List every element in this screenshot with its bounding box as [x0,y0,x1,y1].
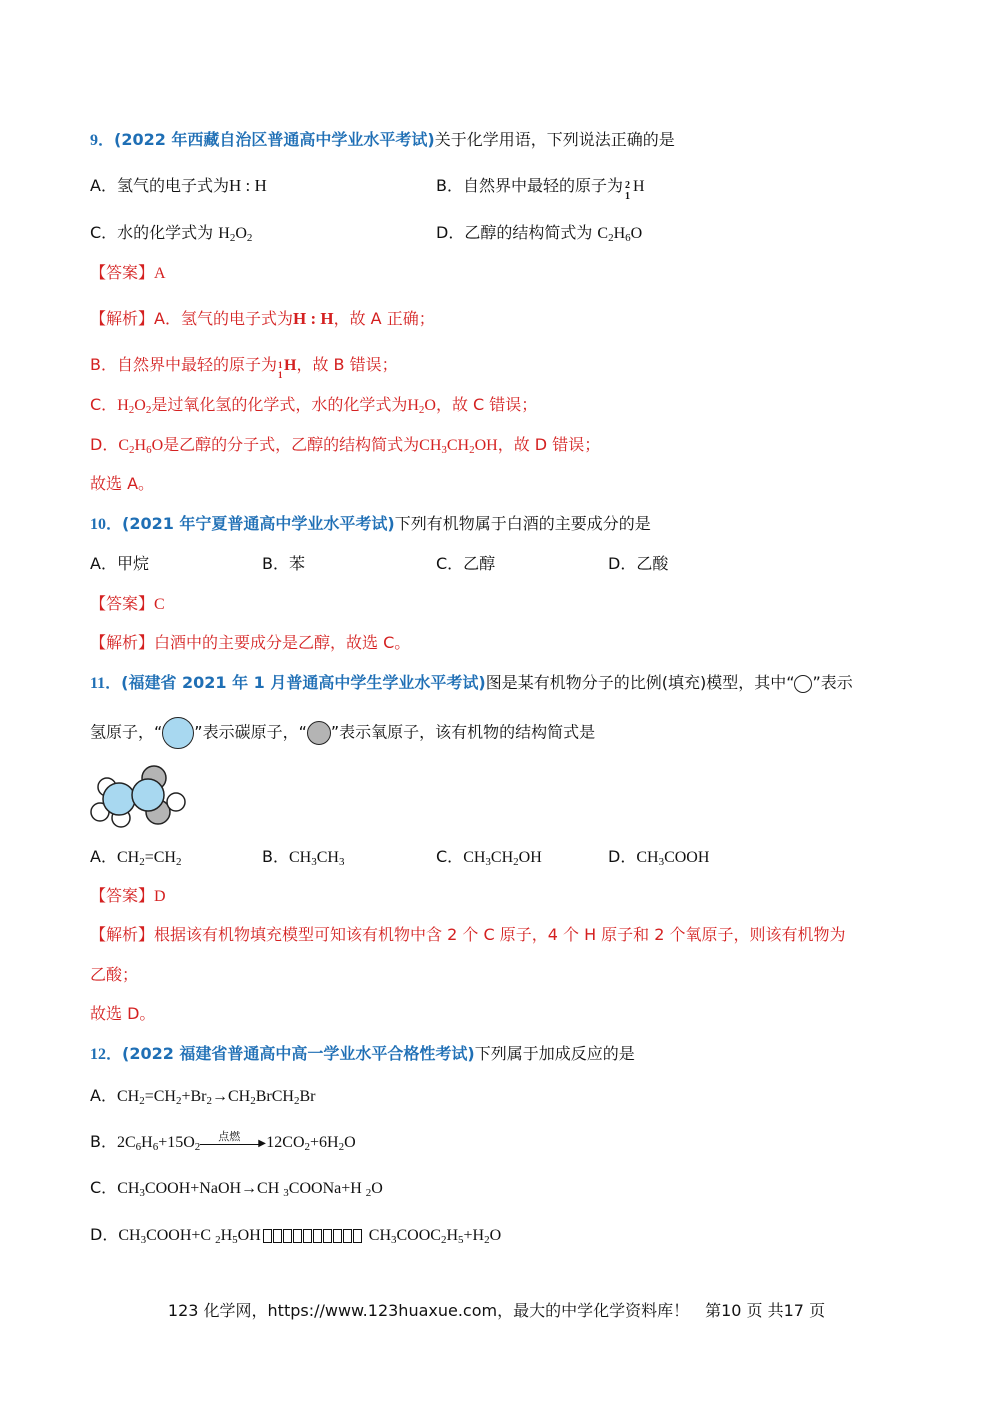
q12-option-a: A．$CH_2=CH_2+Br_2\to CH_2BrCH_2Br$ [90,1086,316,1107]
q9-stem [90,129,675,152]
q9-question: 关于化学用语，下列说法正确的是 [434,130,675,149]
q11-conclusion: 故选 D。 [90,1004,156,1023]
q12-question: 下列属于加成反应的是 [474,1044,635,1063]
q10-option-b: B．苯 [262,554,305,573]
carbon-atom-icon [162,717,194,749]
page-footer: 123 化学网，https://www.123huaxue.com，最大的中学化学资料库！ 第10 页 共17 页 [167,1301,826,1320]
hydrogen-atom-icon [794,675,812,693]
q9-option-a-formula: H : H [228,176,267,195]
q9-option-b-isotope: 2 1 [624,179,630,202]
q11-answer: 【答案】D [90,886,166,905]
acetic-acid-space-filling-model [90,762,190,828]
q9-answer: 【答案】A [90,263,166,282]
q9-analysis-d: D．$C_2H_6O$是乙醇的分子式，乙醇的结构简式为$CH_3CH_2OH$，故 D 错误； [90,435,601,456]
formula-c2h6o: $C_2H_6O$ [597,225,643,244]
q12-option-b: B．$2C_6H_6+15O_2$ 点燃 ▶ $12CO_2+6H_2O$ [90,1130,356,1153]
oxygen-atom-icon [307,721,331,745]
q11-analysis: 【解析】根据该有机物填充模型可知该有机物中含 2 个 C 原子，4 个 H 原子和 2 个氧原子，则该有机物为 [90,925,846,944]
q11-source: (福建省 2021 年 1 月普通高中学生学业水平考试) [121,673,486,692]
q11-option-b: B．$CH_3CH_3$ [262,847,345,868]
q9-analysis-a: 【解析】A．氢气的电子式为H : H，故 A 正确； [90,309,435,328]
q9-option-c: C．水的化学式为 $H_2O_2$ [90,223,253,244]
q11-option-a: A．$CH_2=CH_2$ [90,847,182,868]
q12-source: (2022 福建省普通高中高一学业水平合格性考试) [122,1044,475,1063]
q9-number: 9． [90,132,115,149]
q10-option-c: C．乙醇 [436,554,496,573]
q9-option-a: A．氢气的电子式为H : H [90,176,267,195]
q11-analysis-line-2: 乙酸； [90,965,139,984]
q11-option-d: D．$CH_3COOH$ [608,847,710,868]
q11-number: 11． [90,675,122,692]
q11-stem-line-2: 氢原子，“ ”表示碳原子，“ ”表示氧原子，该有机物的结构简式是 [90,717,595,749]
model-carbon-atom-2 [132,779,164,811]
q9-conclusion: 故选 A。 [90,474,155,493]
formula-h2o2: $H_2O_2$ [218,225,253,244]
q10-source: (2021 年宁夏普通高中学业水平考试) [122,514,395,533]
q12-option-d: D．$CH_3COOH+C$ $_2H_5OH$ $CH_3COOC_2H_5+H_2O$ [90,1225,502,1246]
q12-stem [90,1043,635,1066]
q11-option-c: C．$CH_3CH_2OH$ [436,847,542,868]
model-carbon-atom-1 [103,783,135,815]
q10-option-a: A．甲烷 [90,554,149,573]
reaction-arrow-icon: 点燃 ▶ [200,1134,266,1152]
model-hydrogen-atom-4 [167,793,185,811]
q9-source: (2022 年西藏自治区普通高中学业水平考试) [114,130,435,149]
q10-stem [90,513,651,536]
q9-analysis-b: B．自然界中最轻的原子为 1 1 H，故 B 错误； [90,355,398,380]
q12-number: 12． [90,1046,123,1063]
q10-option-d: D．乙酸 [608,554,669,573]
q9-option-d: D．乙醇的结构简式为 $C_2H_6O$ [436,223,643,244]
garbled-reaction-condition-icon [263,1225,363,1247]
q10-question: 下列有机物属于白酒的主要成分的是 [394,514,651,533]
q12-option-c: C．$CH_3COOH+NaOH\to CH$ $_3$COONa+H $_2$O [90,1178,383,1199]
q10-analysis: 【解析】白酒中的主要成分是乙醇，故选 C。 [90,633,411,652]
q10-answer: 【答案】C [90,594,165,613]
q9-analysis-c: C．$H_2O_2$是过氧化氢的化学式，水的化学式为$H_2O$，故 C 错误； [90,395,538,416]
q11-stem: 11．(福建省 2021 年 1 月普通高中学生学业水平考试)图是某有机物分子的比例(填充)模型，其中“ ”表示 [90,673,853,692]
q9-option-b: B．自然界中最轻的原子为 2 1 H [436,176,645,202]
q10-number: 10． [90,516,123,533]
